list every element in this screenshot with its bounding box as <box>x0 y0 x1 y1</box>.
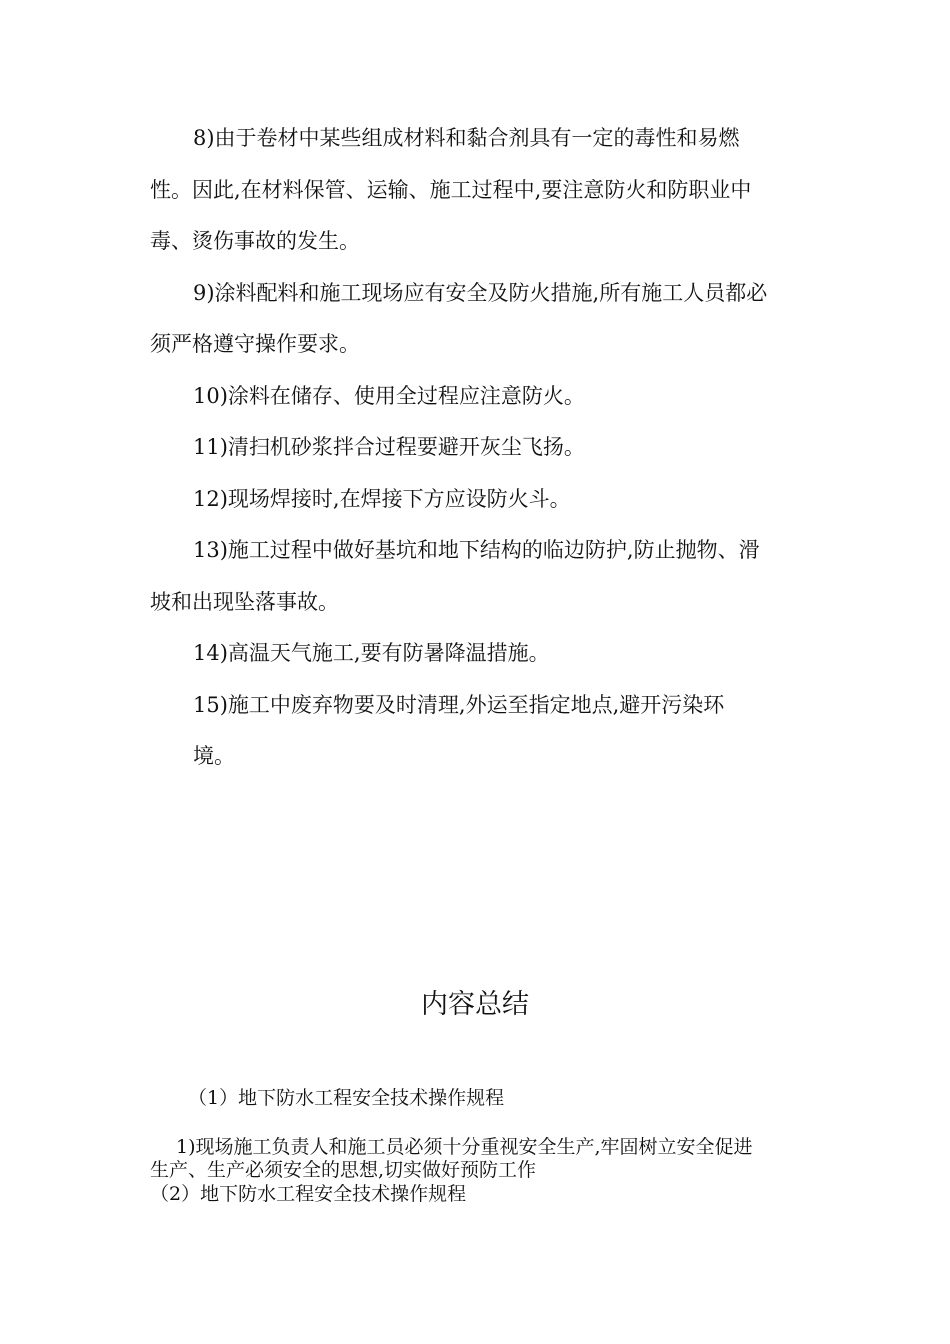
paragraph-line: 坡和出现坠落事故。 <box>150 590 339 614</box>
paragraph-line: 14)高温天气施工,要有防暑降温措施。 <box>193 641 550 665</box>
summary-item-heading: （1）地下防水工程安全技术操作规程 <box>188 1087 505 1109</box>
paragraph-line: 境。 <box>193 744 235 768</box>
paragraph-line: 须严格遵守操作要求。 <box>150 332 360 356</box>
paragraph-line: 10)涂料在储存、使用全过程应注意防火。 <box>193 384 585 408</box>
paragraph-line: 12)现场焊接时,在焊接下方应设防火斗。 <box>193 487 571 511</box>
summary-item-text: 1)现场施工负责人和施工员必须十分重视安全生产,牢固树立安全促进 <box>176 1136 753 1158</box>
summary-item-text: 生产、生产必须安全的思想,切实做好预防工作 <box>150 1159 537 1181</box>
paragraph-line: 13)施工过程中做好基坑和地下结构的临边防护,防止抛物、滑 <box>193 538 760 562</box>
paragraph-line: 性。因此,在材料保管、运输、施工过程中,要注意防火和防职业中 <box>150 178 752 202</box>
paragraph-line: 毒、烫伤事故的发生。 <box>150 229 360 253</box>
paragraph-line: 15)施工中废弃物要及时清理,外运至指定地点,避开污染环 <box>193 693 725 717</box>
paragraph-line: 8)由于卷材中某些组成材料和黏合剂具有一定的毒性和易燃 <box>193 126 740 150</box>
paragraph-line: 9)涂料配料和施工现场应有安全及防火措施,所有施工人员都必 <box>193 281 768 305</box>
summary-title: 内容总结 <box>421 989 529 1020</box>
paragraph-line: 11)清扫机砂浆拌合过程要避开灰尘飞扬。 <box>193 435 585 459</box>
summary-item-heading: （2）地下防水工程安全技术操作规程 <box>150 1183 467 1205</box>
